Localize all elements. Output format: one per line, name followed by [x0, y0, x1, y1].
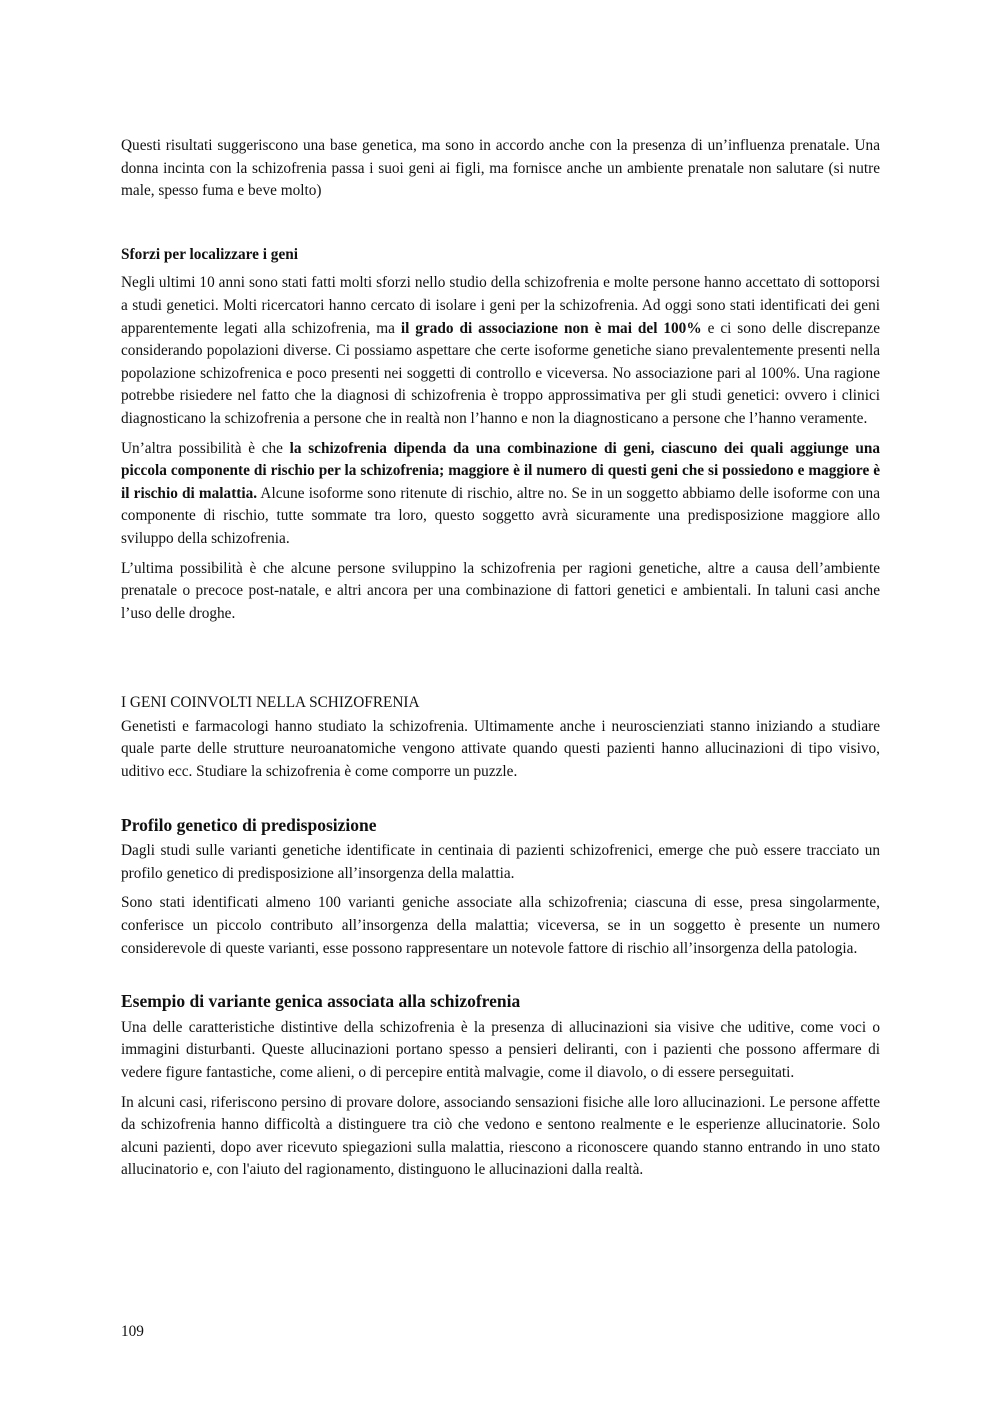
text-run: Alcune isoforme sono ritenute di rischio, altre no. Se in un soggetto abbiamo delle isoforme con una componente di rischio, tutte sommate tra loro, questo soggetto avrà sicuramente una predisposizione maggiore allo sviluppo della schizofrenia. — [121, 484, 880, 547]
paragraph — [121, 1092, 880, 1182]
text-run: Genetisti e farmacologi hanno studiato la schizofrenia. Ultimamente anche i neuroscienziati stanno iniziando a studiare quale parte delle strutture neuroanatomiche vengono attivate quando questi pazienti hanno allucinazioni di tipo visivo, uditivo ecc. Studiare la schizofrenia è come comporre un puzzle. — [121, 717, 880, 781]
section-heading: Profilo genetico di predisposizione — [121, 814, 377, 835]
paragraph — [121, 558, 880, 626]
text-run: L’ultima possibilità è che alcune persone sviluppino la schizofrenia per ragioni genetiche, altre a causa dell’ambiente prenatale o precoce post-natale, e altri ancora per una combinazione di fattori genetici e ambientali. In taluni casi anche l’uso delle droghe. — [121, 559, 880, 622]
text-run: Sono stati identificati almeno 100 varianti geniche associate alla schizofrenia; ciascuna di esse, presa singolarmente, conferisce un piccolo contributo all’insorgenza della malattia; viceversa, se in un soggetto è presente un numero considerevole di queste varianti, esse possono rappresentare un notevole fattore di rischio all’insorgenza della patologia. — [121, 894, 880, 957]
paragraph — [121, 438, 880, 551]
paragraph — [121, 716, 880, 784]
text-run: Dagli studi sulle varianti genetiche identificate in centinaia di pazienti schizofrenici, emerge che può essere tracciato un profilo genetico di predisposizione all’insorgenza della malattia. — [121, 842, 880, 882]
bold-text: la schizofrenia dipenda da una combinazione di geni, ciascuno dei quali aggiunge una piccola componente di rischio per la schizofrenia; maggiore è il numero di questi geni che si possiedono e maggiore è il rischio di malattia. — [121, 439, 880, 502]
section-heading: Sforzi per localizzare i geni — [121, 245, 298, 263]
page-number: 109 — [121, 1323, 144, 1340]
section-heading: Esempio di variante genica associata alla schizofrenia — [121, 991, 521, 1012]
paragraph — [121, 892, 880, 960]
paragraph — [121, 135, 880, 203]
paragraph — [121, 840, 880, 885]
section-heading: I GENI COINVOLTI NELLA SCHIZOFRENIA — [121, 694, 420, 712]
text-run: Negli ultimi 10 anni sono stati fatti molti sforzi nello studio della schizofrenia e molte persone hanno accettato di sottoporsi a studi genetici. Molti ricercatori hanno cercato di isolare i geni per la schizofrenia. Ad oggi sono stati identificati dei geni apparentemente legati alla schizofrenia, ma — [121, 274, 880, 337]
paragraph — [121, 1017, 880, 1085]
paragraph — [121, 272, 880, 430]
text-run: Un’altra possibilità è che — [121, 439, 290, 457]
text-run: Questi risultati suggeriscono una base genetica, ma sono in accordo anche con la presenza di un’influenza prenatale. Una donna incinta con la schizofrenia passa i suoi geni ai figli, ma fornisce anche un ambiente prenatale non salutare (si nutre male, spesso fuma e beve molto) — [121, 137, 880, 200]
text-run: e ci sono delle discrepanze considerando popolazioni diverse. Ci possiamo aspettare che certe isoforme genetiche siano prevalentemente presenti nella popolazione schizofrenica e poco presenti nei soggetti di controllo e viceversa. No associazione pari al 100%. Una ragione potrebbe risiedere nel fatto che la diagnosi di schizofrenia è troppo approssimativa per gli studi genetici: ovvero i clinici diagnosticano la schizofrenia a persone che in realtà non l’hanno e non la diagnosticano a persone che l’hanno veramente. — [121, 319, 880, 427]
text-run: In alcuni casi, riferiscono persino di provare dolore, associando sensazioni fisiche alle loro allucinazioni. Le persone affette da schizofrenia hanno difficoltà a distinguere tra ciò che vedono e sentono realmente e le esperienze allucinatorie. Solo alcuni pazienti, dopo aver ricevuto spiegazioni sulla malattia, riescono a riconoscere quando stanno entrando in uno stato allucinatorio e, con l'aiuto del ragionamento, distinguono le allucinazioni dalla realtà. — [121, 1093, 880, 1179]
text-run: Una delle caratteristiche distintive della schizofrenia è la presenza di allucinazioni sia visive che uditive, come voci o immagini disturbanti. Queste allucinazioni portano spesso a pensieri deliranti, con i pazienti che possono affermare di vedere figure fantastiche, come alieni, o di percepire entità malvagie, come il diavolo, o di essere perseguitati. — [121, 1018, 880, 1081]
bold-text: il grado di associazione non è mai del 100% — [400, 319, 702, 337]
page-body — [121, 135, 880, 1182]
